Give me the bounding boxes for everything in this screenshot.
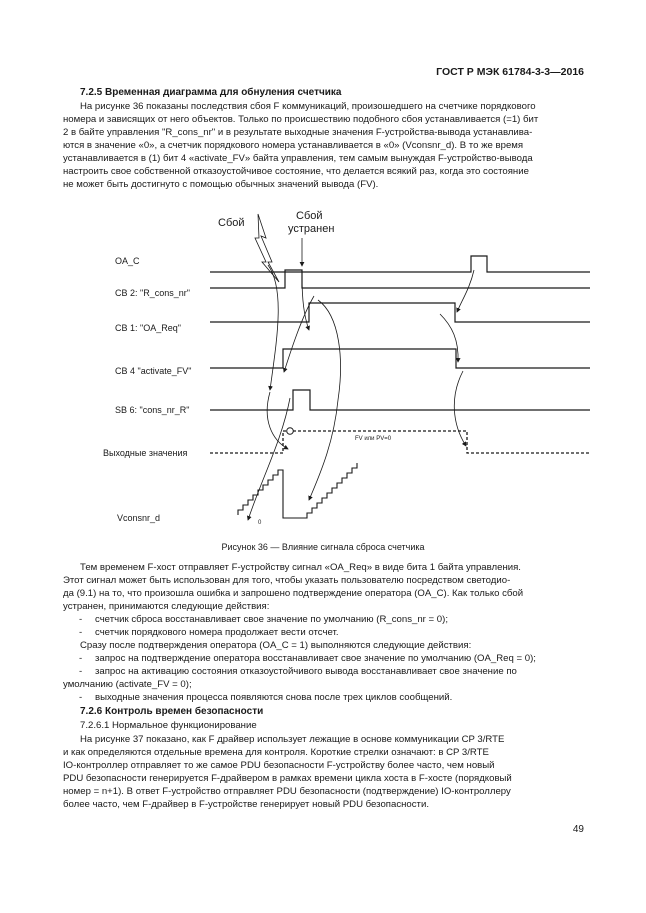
para-725-line: настроить свое собственной отказоустойчивое состояние, что делается всякий раз, когда это состояние	[63, 166, 529, 177]
para-725-line: устанавливается в (1) бит 4 «activate_FV» байта управления, тем самым вынуждая F-устройство-вывода	[63, 153, 533, 164]
fault-cleared-annotation: Сбой	[296, 210, 323, 222]
list-item-continuation: умолчанию (activate_FV = 0);	[63, 679, 192, 690]
para-726-line: IO-контроллер отправляет то же самое PDU безопасности F-устройству более часто, чем новый	[63, 760, 495, 771]
body-line: Тем временем F-хост отправляет F-устройству сигнал «OA_Req» в виде бита 1 байта управления.	[80, 562, 521, 573]
cause-arrow	[309, 300, 341, 500]
para-726-line: На рисунке 37 показано, как F драйвер использует лежащие в основе коммуникации CP 3/RTE	[80, 734, 505, 745]
body-line: Этот сигнал может быть использован для того, чтобы указать пользователю посредством светодио-	[63, 575, 511, 586]
list-item: - запрос на подтверждение оператора восстанавливает свое значение по умолчанию (OA_Req = 0);	[79, 653, 536, 664]
signal-label-vconsnr: Vconsnr_d	[117, 513, 161, 523]
fault-annotation: Сбой	[218, 217, 245, 229]
para-726-line: PDU безопасности генерируется F-драйвером в рамках времени цикла хоста в F-хосте (порядковый	[63, 773, 512, 784]
waveform-cb2	[210, 270, 590, 288]
signal-label-oa-c: OA_C	[115, 256, 140, 266]
subsection-heading-7261: 7.2.6.1 Нормальное функционирование	[80, 720, 257, 731]
waveform-outputs	[210, 431, 590, 453]
para-726-line: номер = n+1). В ответ F-устройство отправляет PDU безопасности (подтверждение) IO-контроллеру	[63, 786, 511, 797]
signal-label-sb6: SB 6: "cons_nr_R"	[115, 405, 190, 415]
list-item: - запрос на активацию состояния отказоустойчивого вывода восстанавливает свое значение по	[79, 666, 517, 677]
figure-caption: Рисунок 36 — Влияние сигнала сброса счетчика	[221, 542, 425, 552]
cause-arrow	[248, 398, 290, 520]
list-item: - счетчик сброса восстанавливает свое значение по умолчанию (R_cons_nr = 0);	[79, 614, 448, 625]
list-item: - счетчик порядкового номера продолжает вести отсчет.	[79, 627, 339, 638]
cause-arrow	[457, 270, 474, 312]
para-726-line: более часто, чем F-драйвер в F-устройстве генерирует новый PDU безопасности.	[63, 799, 429, 810]
waveform-oa-c	[210, 256, 590, 272]
body-line: устранен, принимаются следующие действия:	[63, 601, 270, 612]
list-item: - выходные значения процесса появляются снова после трех циклов сообщений.	[79, 692, 453, 703]
cause-arrow	[268, 265, 278, 390]
signal-label-cb1: CB 1: "OA_Req"	[115, 323, 181, 333]
cause-arrow	[454, 371, 466, 446]
signal-label-cb2: CB 2: "R_cons_nr"	[115, 288, 190, 298]
waveform-cb4	[210, 349, 590, 368]
standard-header: ГОСТ Р МЭК 61784-3-3—2016	[436, 66, 584, 78]
para-725-line: ются в значение «0», а счетчик порядкового номера устанавливается в «0» (Vconsnr_d). В то же время	[63, 140, 524, 151]
signal-label-cb4: CB 4 "activate_FV"	[115, 366, 192, 376]
page-number: 49	[572, 824, 584, 835]
waveform-cb1	[210, 303, 590, 322]
waveform-vconsnr	[238, 463, 357, 518]
body-line: Сразу после подтверждения оператора (OA_C = 1) выполняются следующие действия:	[80, 640, 472, 651]
fault-cleared-annotation-2: устранен	[288, 223, 335, 235]
para-725-line: номера и зависящих от него объектов. Только по происшествию подобного сбоя устанавливается (=1) бит	[63, 114, 539, 125]
section-heading-725: 7.2.5 Временная диаграмма для обнуления счетчика	[80, 87, 342, 98]
section-heading-726: 7.2.6 Контроль времен безопасности	[80, 706, 264, 717]
para-725-line: не может быть достигнуто с помощью обычных значений вывода (FV).	[63, 179, 379, 190]
body-line: да (9.1) на то, что произошла ошибка и запрошено подтверждение оператора (OA_C). Как только сбой	[63, 588, 524, 599]
para-725-line: На рисунке 36 показаны последствия сбоя F коммуникаций, произошедшего на счетчике порядкового	[80, 101, 536, 112]
zero-label: 0	[258, 520, 262, 526]
fv-note: FV или PV=0	[355, 436, 392, 442]
output-transition-marker	[287, 428, 294, 435]
para-725-line: 2 в байте управления "R_cons_nr" и в результате выходные значения F-устройства-вывода устанавлива-	[63, 127, 533, 138]
signal-label-outputs: Выходные значения	[103, 448, 188, 458]
para-726-line: и как определяются отдельные времена для контроля. Короткие стрелки означают: в CP 3/RTE	[63, 747, 489, 758]
